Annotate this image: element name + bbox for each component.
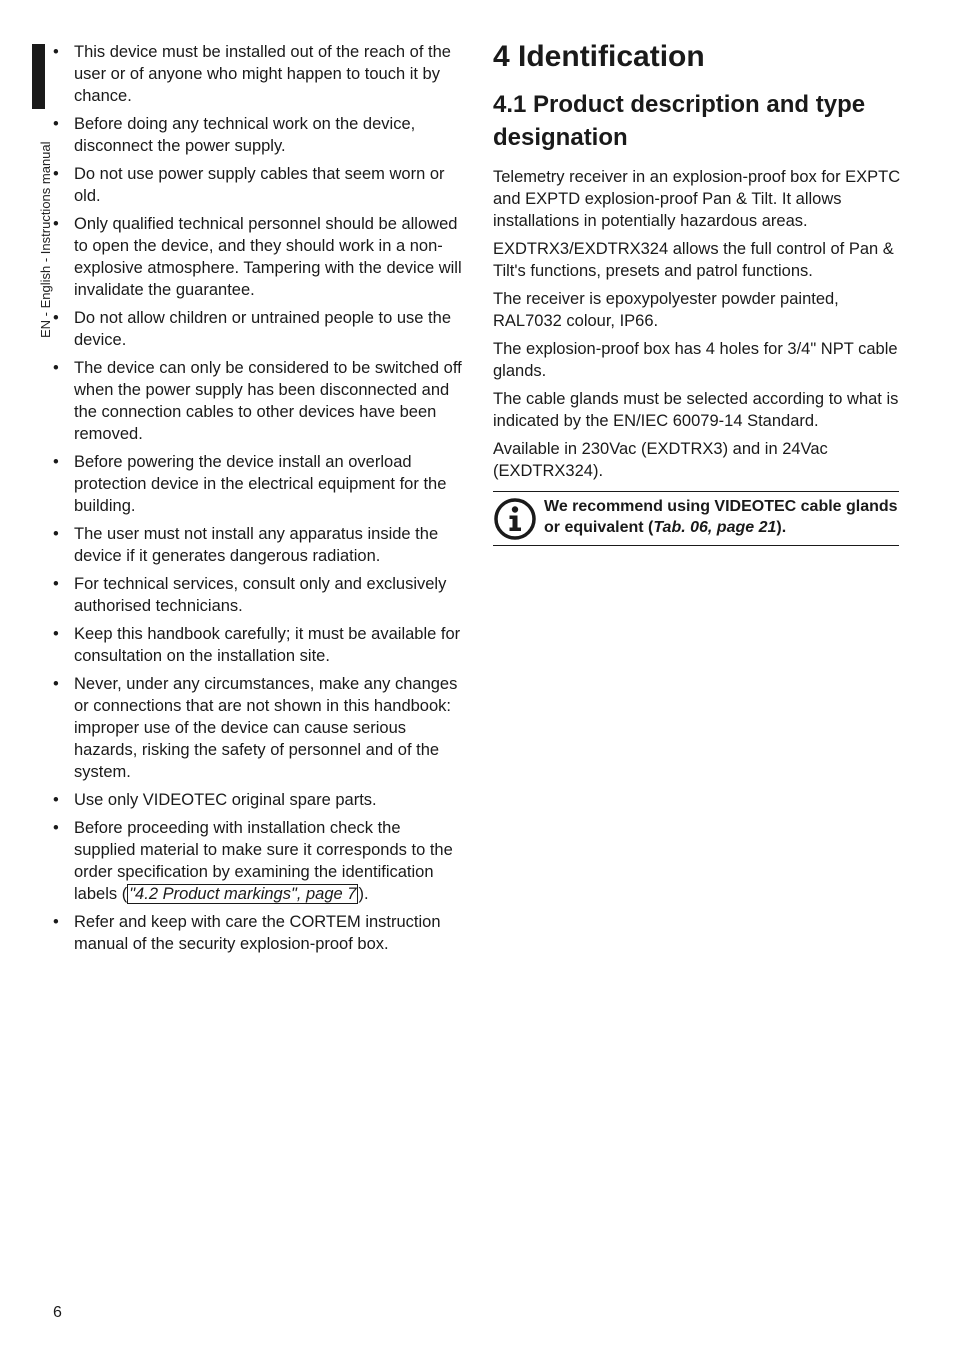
list-item-check-material [53,817,463,905]
list-item [53,213,463,301]
identification-section [493,38,903,546]
list-item [53,113,463,157]
bullet-mark: • [53,309,59,327]
description-paragraph: Available in 230Vac (EXDTRX3) and in 24Vac (EXDTRX324). [493,440,828,480]
section-heading: 4 Identification [493,40,705,73]
list-item [53,523,463,567]
list-item-text: Do not use power supply cables that seem worn or old. [74,165,445,205]
note-text-start: We recommend using VIDEOTEC cable glands or equivalent ( [544,498,898,536]
note-text-end: ). [776,519,787,536]
list-item [53,307,463,351]
bullet-mark: • [53,43,59,61]
page-number: 6 [53,1304,62,1321]
list-item-text: For technical services, consult only and exclusively authorised technicians. [74,575,447,615]
list-item-text: Before doing any technical work on the device, disconnect the power supply. [74,115,416,155]
list-item-text: Before powering the device install an overload protection device in the electrical equipment for the building. [74,453,447,515]
list-item-text: Keep this handbook carefully; it must be available for consultation on the installation site. [74,625,461,665]
info-note [493,491,899,546]
list-item [53,41,463,107]
description-paragraph: EXDTRX3/EXDTRX324 allows the full control of Pan & Tilt's functions, presets and patrol functions. [493,240,894,280]
bullet-mark: • [53,453,59,471]
bullet-mark: • [53,819,59,837]
list-item-text: The user must not install any apparatus inside the device if it generates dangerous radiation. [74,525,439,565]
description-paragraph: The cable glands must be selected according to what is indicated by the EN/IEC 60079-14 Standard. [493,390,899,430]
list-item-text: Only qualified technical personnel should be allowed to open the device, and they should work in a non-explosive atmosphere. Tampering with the device will invalidate the guarantee. [74,215,462,299]
side-tab-marker [32,44,45,109]
bullet-mark: • [53,215,59,233]
safety-bullet-list [53,41,463,955]
note-text [544,496,899,538]
bullet-mark: • [53,791,59,809]
description-paragraph: Telemetry receiver in an explosion-proof box for EXPTC and EXPTD explosion-proof Pan & Tilt. It allows installations in potentially hazardous areas. [493,168,901,230]
list-item-text: Use only VIDEOTEC original spare parts. [74,791,377,809]
product-markings-link[interactable]: "4.2 Product markings", page 7 [129,885,357,903]
list-item-text: Do not allow children or untrained people to use the device. [74,309,451,349]
bullet-mark: • [53,525,59,543]
bullet-mark: • [53,165,59,183]
list-item [53,673,463,783]
list-item [53,911,463,955]
list-item [53,789,463,811]
list-item [53,357,463,445]
list-item [53,163,463,207]
bullet-mark: • [53,625,59,643]
list-item [53,573,463,617]
description-paragraph: The explosion-proof box has 4 holes for 3/4" NPT cable glands. [493,340,898,380]
list-item [53,451,463,517]
list-item [53,623,463,667]
subsection-heading: 4.1 Product description and type designation [493,91,866,151]
bullet-mark: • [53,359,59,377]
list-item-text: Never, under any circumstances, make any changes or connections that are not shown in this handbook: improper use of the device can cause serious hazards, risking the safety of personnel and of the system. [74,675,458,781]
info-icon [493,497,537,541]
bullet-mark: • [53,913,59,931]
bullet-mark: • [53,575,59,593]
bullet-mark: • [53,115,59,133]
side-label: EN - English - Instructions manual [38,141,53,338]
bullet-mark: • [53,675,59,693]
list-item-text: Refer and keep with care the CORTEM instruction manual of the security explosion-proof box. [74,913,441,953]
table-reference-link[interactable]: Tab. 06, page 21 [653,519,777,536]
list-item-text: Before proceeding with installation check the supplied material to make sure it corresponds to the order specification by examining the identification labels ( [74,819,453,903]
list-item-text: The device can only be considered to be switched off when the power supply has been disconnected and the connection cables to other devices have been removed. [74,359,462,443]
description-paragraph: The receiver is epoxypolyester powder painted, RAL7032 colour, IP66. [493,290,839,330]
list-item-text: This device must be installed out of the reach of the user or of anyone who might happen to touch it by chance. [74,43,451,105]
safety-list-column [53,41,463,961]
list-item-text-end: ). [358,885,369,903]
